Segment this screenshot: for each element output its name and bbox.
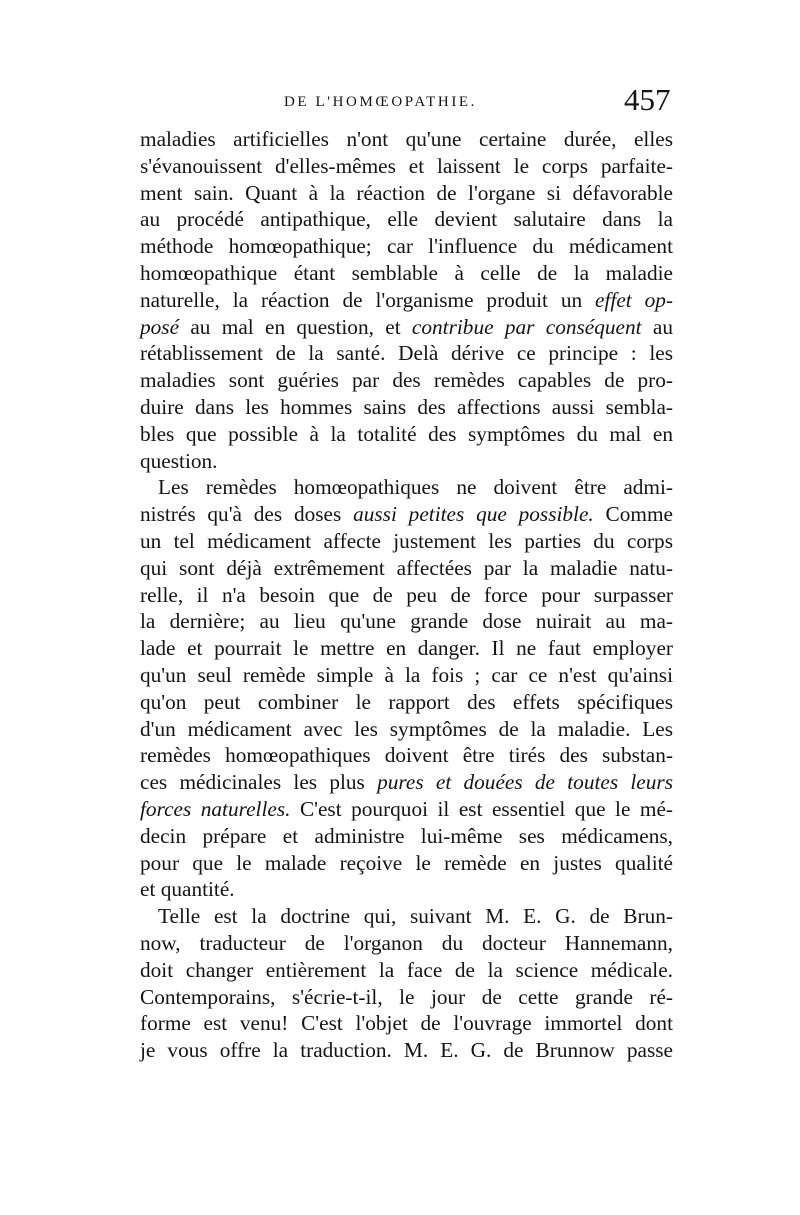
text-segment: et quantité. (140, 877, 235, 902)
text-line (140, 582, 673, 609)
text-line (140, 608, 673, 635)
text-line (140, 984, 673, 1011)
text-line (140, 501, 673, 528)
italic-text: posé (140, 314, 180, 339)
text-segment: au procédé antipathique, elle devient salutaire dans la (140, 207, 673, 232)
running-head: DE L'HOMŒOPATHIE. (284, 94, 478, 110)
text-line (140, 474, 673, 501)
text-line (140, 850, 673, 877)
text-line (140, 930, 673, 957)
text-segment: qui sont déjà extrêmement affectées par la maladie natu- (140, 555, 673, 580)
text-line (140, 367, 673, 394)
italic-text: aussi petites que possible. (353, 502, 594, 527)
text-line (140, 448, 673, 475)
text-segment: relle, il n'a besoin que de peu de force pour surpasser (140, 582, 673, 607)
text-line (140, 823, 673, 850)
text-segment: un tel médicament affecte justement les parties du corps (140, 528, 673, 553)
text-line (140, 689, 673, 716)
text-segment: duire dans les hommes sains des affections aussi sembla- (140, 394, 673, 419)
text-line (140, 903, 673, 930)
page-number: 457 (624, 82, 671, 117)
text-segment: now, traducteur de l'organon du docteur Hannemann, (140, 930, 673, 955)
text-line (140, 233, 673, 260)
text-line (140, 876, 673, 903)
italic-text: contribue par conséquent (411, 314, 642, 339)
text-line (140, 957, 673, 984)
text-segment: lade et pourrait le mettre en danger. Il ne faut employer (140, 636, 673, 661)
text-line (140, 716, 673, 743)
text-line (140, 635, 673, 662)
text-segment: je vous offre la traduction. M. E. G. de Brunnow passe (140, 1038, 673, 1063)
text-segment: ment sain. Quant à la réaction de l'organe si défavorable (140, 180, 673, 205)
text-segment: ces médicinales les plus (140, 770, 378, 795)
italic-text: pures et douées de toutes leurs (377, 770, 673, 795)
text-segment: pour que le malade reçoive le remède en justes qualité (140, 850, 673, 875)
text-line (140, 421, 673, 448)
text-line (140, 126, 673, 153)
text-segment: maladies sont guéries par des remèdes capables de pro- (140, 368, 673, 393)
text-segment: qu'on peut combiner le rapport des effets spécifiques (140, 689, 673, 714)
text-segment: remèdes homœopathiques doivent être tirés des substan- (140, 743, 673, 768)
text-segment: rétablissement de la santé. Delà dérive ce principe : les (140, 341, 673, 366)
text-segment: maladies artificielles n'ont qu'une certaine durée, elles (140, 127, 673, 151)
text-segment: Comme (593, 502, 673, 527)
text-line (140, 180, 673, 207)
text-line (140, 260, 673, 287)
text-segment: Les remèdes homœopathiques ne doivent être admi- (158, 475, 673, 500)
text-segment: decin prépare et administre lui-même ses médicamens, (140, 823, 673, 848)
text-segment: méthode homœopathique; car l'influence du médicament (140, 234, 673, 259)
text-line (140, 314, 673, 341)
text-line (140, 796, 673, 823)
text-segment: au mal en question, et (179, 314, 412, 339)
text-segment: Contemporains, s'écrie-t-il, le jour de cette grande ré- (140, 984, 673, 1009)
text-segment: la dernière; au lieu qu'une grande dose nuirait au ma- (140, 609, 673, 634)
text-segment: bles que possible à la totalité des symptômes du mal en (140, 421, 673, 446)
text-line (140, 153, 673, 180)
text-line (140, 206, 673, 233)
text-line (140, 528, 673, 555)
text-segment: nistrés qu'à des doses (140, 502, 354, 527)
italic-text: forces naturelles. (140, 796, 291, 821)
text-segment: au (641, 314, 673, 339)
text-segment: naturelle, la réaction de l'organisme produit un (140, 287, 596, 312)
text-segment: forme est venu! C'est l'objet de l'ouvrage immortel dont (140, 1011, 673, 1036)
text-line (140, 1037, 673, 1064)
body-text (140, 126, 673, 1064)
text-segment: qu'un seul remède simple à la fois ; car ce n'est qu'ainsi (140, 662, 673, 687)
text-segment: homœopathique étant semblable à celle de la maladie (140, 260, 673, 285)
text-segment: s'évanouissent d'elles-mêmes et laissent le corps parfaite- (140, 153, 673, 178)
text-segment: C'est pourquoi il est essentiel que le mé- (290, 796, 673, 821)
text-line (140, 340, 673, 367)
text-segment: Telle est la doctrine qui, suivant M. E. G. de Brun- (158, 904, 673, 929)
text-segment: question. (140, 448, 218, 473)
text-line (140, 287, 673, 314)
text-segment: d'un médicament avec les symptômes de la maladie. Les (140, 716, 673, 741)
text-line (140, 769, 673, 796)
text-line (140, 1010, 673, 1037)
text-line (140, 742, 673, 769)
italic-text: effet op- (595, 287, 673, 312)
text-line (140, 662, 673, 689)
text-line (140, 394, 673, 421)
text-segment: doit changer entièrement la face de la science médicale. (140, 957, 673, 982)
text-line (140, 555, 673, 582)
